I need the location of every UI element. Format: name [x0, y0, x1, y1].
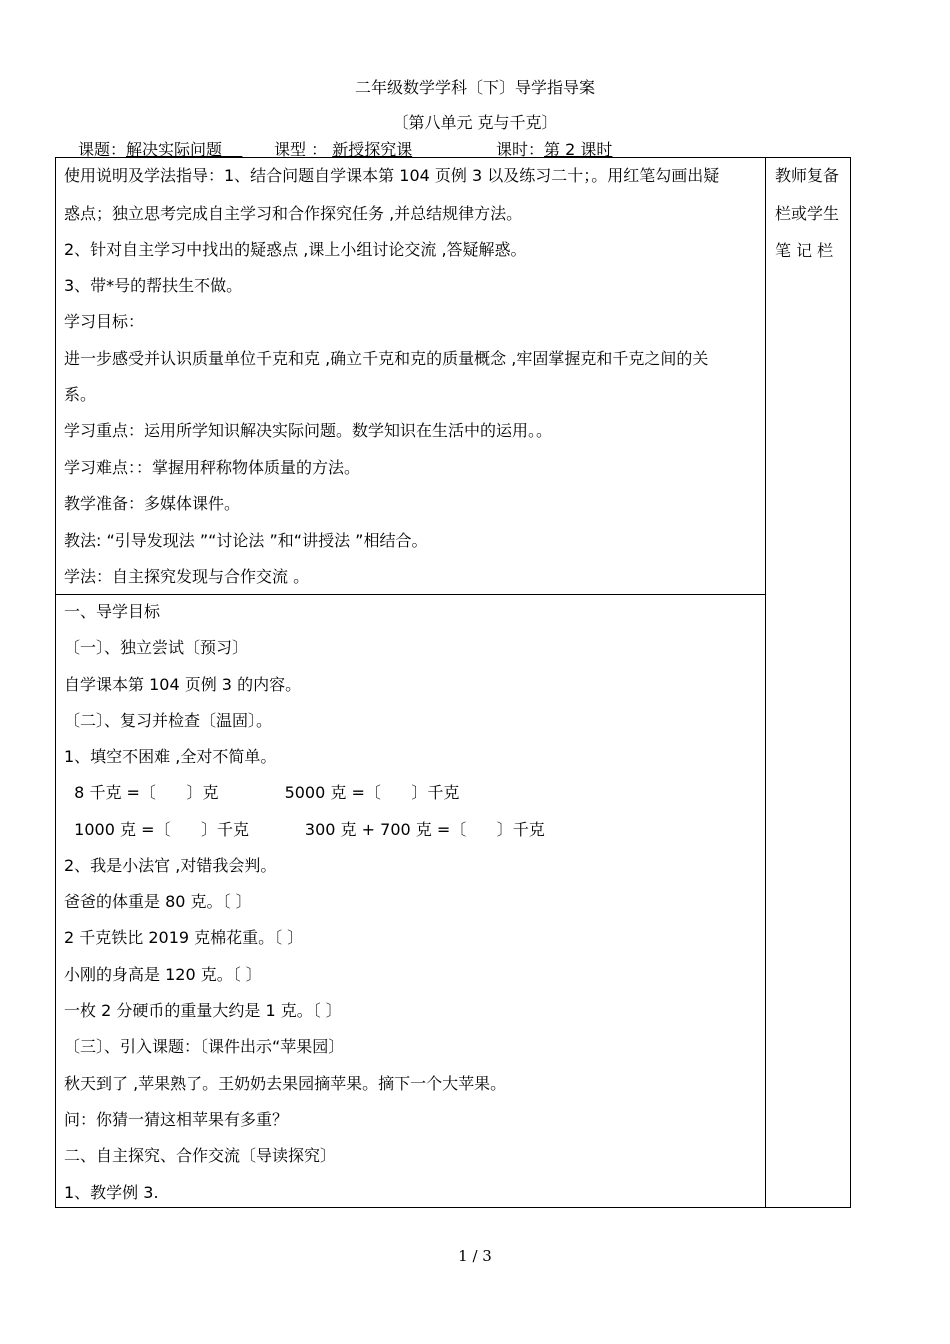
period-label: 课时：: [496, 140, 545, 159]
row-divider: [55, 594, 765, 595]
judge-line: 一枚 2 分硬币的重量大约是 1 克。〔 〕: [64, 1001, 342, 1020]
content-line: 2、我是小法官 ,对错我会判。: [64, 856, 277, 875]
side-note-line: 教师复备: [775, 166, 840, 185]
content-line: 秋天到了 ,苹果熟了。王奶奶去果园摘苹果。摘下一个大苹果。: [64, 1074, 507, 1093]
column-divider: [765, 157, 766, 1208]
instructions-line: 惑点；独立思考完成自主学习和合作探究任务 ,并总结规律方法。: [64, 204, 523, 223]
side-note-line: 栏或学生: [775, 204, 840, 223]
objective-heading: 学习目标：: [64, 312, 145, 331]
content-line: 1、教学例 3.: [64, 1183, 159, 1202]
page-number: 1 / 3: [458, 1247, 492, 1265]
subsection-heading: 〔三〕、引入课题：〔课件出示“苹果园〕: [64, 1037, 345, 1056]
document-subtitle: 〔第八单元 克与千克〕: [392, 113, 558, 132]
type-label: 课型 ：: [274, 140, 328, 159]
key-point-line: 学习重点：运用所学知识解决实际问题。数学知识在生活中的运用。。: [64, 421, 553, 440]
judge-line: 爸爸的体重是 80 克。〔 〕: [64, 892, 252, 911]
fill-blank-line: 1000 克 =〔 〕千克 300 克 + 700 克 =〔 〕千克: [64, 820, 545, 839]
topic-label: 课题：: [78, 140, 127, 159]
type-value: 新授探究课: [332, 140, 413, 159]
subsection-heading: 〔二〕、复习并检查〔温固〕。: [64, 711, 273, 730]
content-line: 问：你猜一猜这相苹果有多重？: [64, 1110, 289, 1129]
subsection-heading: 〔一〕、独立尝试〔预习〕: [64, 638, 249, 657]
topic-value: 解决实际问题: [126, 140, 223, 159]
teaching-method-line: 教法: “引导发现法 ”“讨论法 ”和“讲授法 ”相结合。: [64, 531, 428, 550]
content-line: 1、填空不困难 ,全对不简单。: [64, 747, 277, 766]
objective-line: 进一步感受并认识质量单位千克和克 ,确立千克和克的质量概念 ,牢固掌握克和千克之间的关: [64, 349, 709, 368]
objective-line: 系。: [64, 385, 97, 404]
section-heading: 一、导学目标: [64, 602, 161, 621]
instructions-line: 2、针对自主学习中找出的疑惑点 ,课上小组讨论交流 ,答疑解惑。: [64, 240, 527, 259]
fill-blank-line: 8 千克 =〔 〕克 5000 克 =〔 〕千克: [64, 783, 460, 802]
judge-line: 2 千克铁比 2019 克棉花重。〔 〕: [64, 928, 304, 947]
instructions-line: 使用说明及学法指导：1、结合问题自学课本第 104 页例 3 以及练习二十；。用红笔勾画出疑: [64, 166, 720, 185]
content-line: 自学课本第 104 页例 3 的内容。: [64, 675, 302, 694]
document-title: 二年级数学学科〔下〕导学指导案: [354, 78, 595, 97]
side-note-line: 笔 记 栏: [775, 241, 834, 260]
instructions-line: 3、带*号的帮扶生不做。: [64, 276, 243, 295]
difficulty-line: 学习难点：：掌握用秤称物体质量的方法。: [64, 458, 361, 477]
period-value: 第 2 课时: [544, 140, 613, 159]
section-heading: 二、自主探究、合作交流〔导读探究〕: [64, 1146, 337, 1165]
judge-line: 小刚的身高是 120 克。〔 〕: [64, 965, 262, 984]
preparation-line: 教学准备：多媒体课件。: [64, 494, 241, 513]
learning-method-line: 学法：自主探究发现与合作交流 。: [64, 567, 310, 586]
